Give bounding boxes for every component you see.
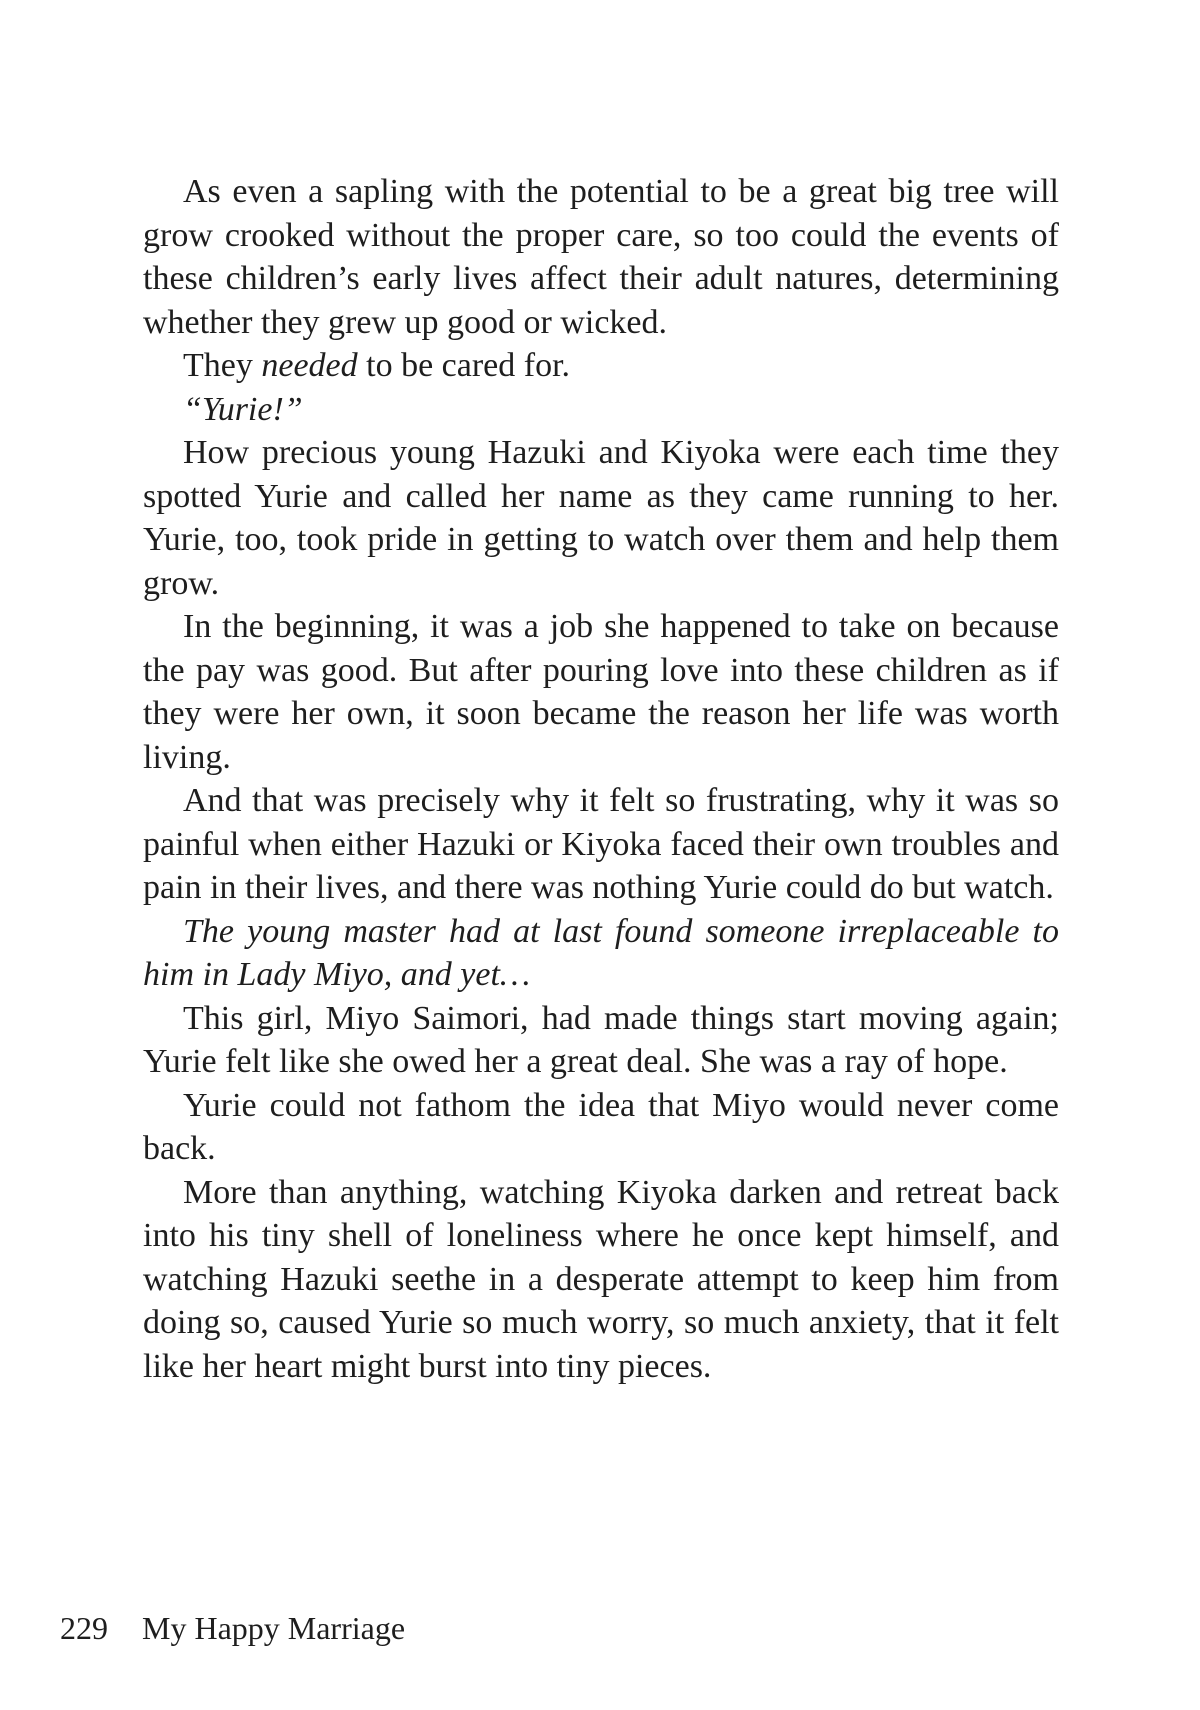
paragraph-more-than-anything: More than anything, watching Kiyoka darken and retreat back into his tiny shell of loneliness where he once kept himself, and watching Hazuki seethe in a desperate attempt to keep him from doing so, caused Yurie so much worry, so much anxiety, that it felt like her heart might burst into tiny pieces. [143,1173,1059,1385]
paragraph-cared-for-end: to be cared for. [357,347,571,384]
paragraph-precious: How precious young Hazuki and Kiyoka were each time they spotted Yurie and called her name as they came running to her. Yurie, too, took pride in getting to watch over them and help them grow. [143,434,1059,602]
dialogue-yurie: “Yurie!” [183,390,303,428]
paragraph-cared-for-start: They [183,347,262,384]
paragraph-cared-for [143,344,1059,388]
book-title: My Happy Marriage [142,1610,406,1646]
paragraph-frustrating: And that was precisely why it felt so frustrating, why it was so painful when either Hazuki or Kiyoka faced their own troubles and pain in their lives, and there was nothing Yurie could do but watch. [143,782,1059,906]
page-body [143,170,1059,1388]
paragraph-beginning: In the beginning, it was a job she happened to take on because the pay was good. But after pouring love into these children as if they were her own, it soon became the reason her life was worth living. [143,608,1059,776]
thought-young-master: The young master had at last found someone irreplaceable to him in Lady Miyo, and yet… [143,912,1059,993]
paragraph-never-come-back: Yurie could not fathom the idea that Miyo would never come back. [143,1086,1059,1167]
paragraph-miyo-saimori: This girl, Miyo Saimori, had made things start moving again; Yurie felt like she owed her a great deal. She was a ray of hope. [143,999,1059,1080]
paragraph-sapling: As even a sapling with the potential to be a great big tree will grow crooked without the proper care, so too could the events of these children’s early lives affect their adult natures, determining whether they grew up good or wicked. [143,173,1059,341]
page-number: 229 [60,1610,108,1646]
emphasis-needed: needed [261,347,358,384]
page-footer [60,1608,405,1648]
